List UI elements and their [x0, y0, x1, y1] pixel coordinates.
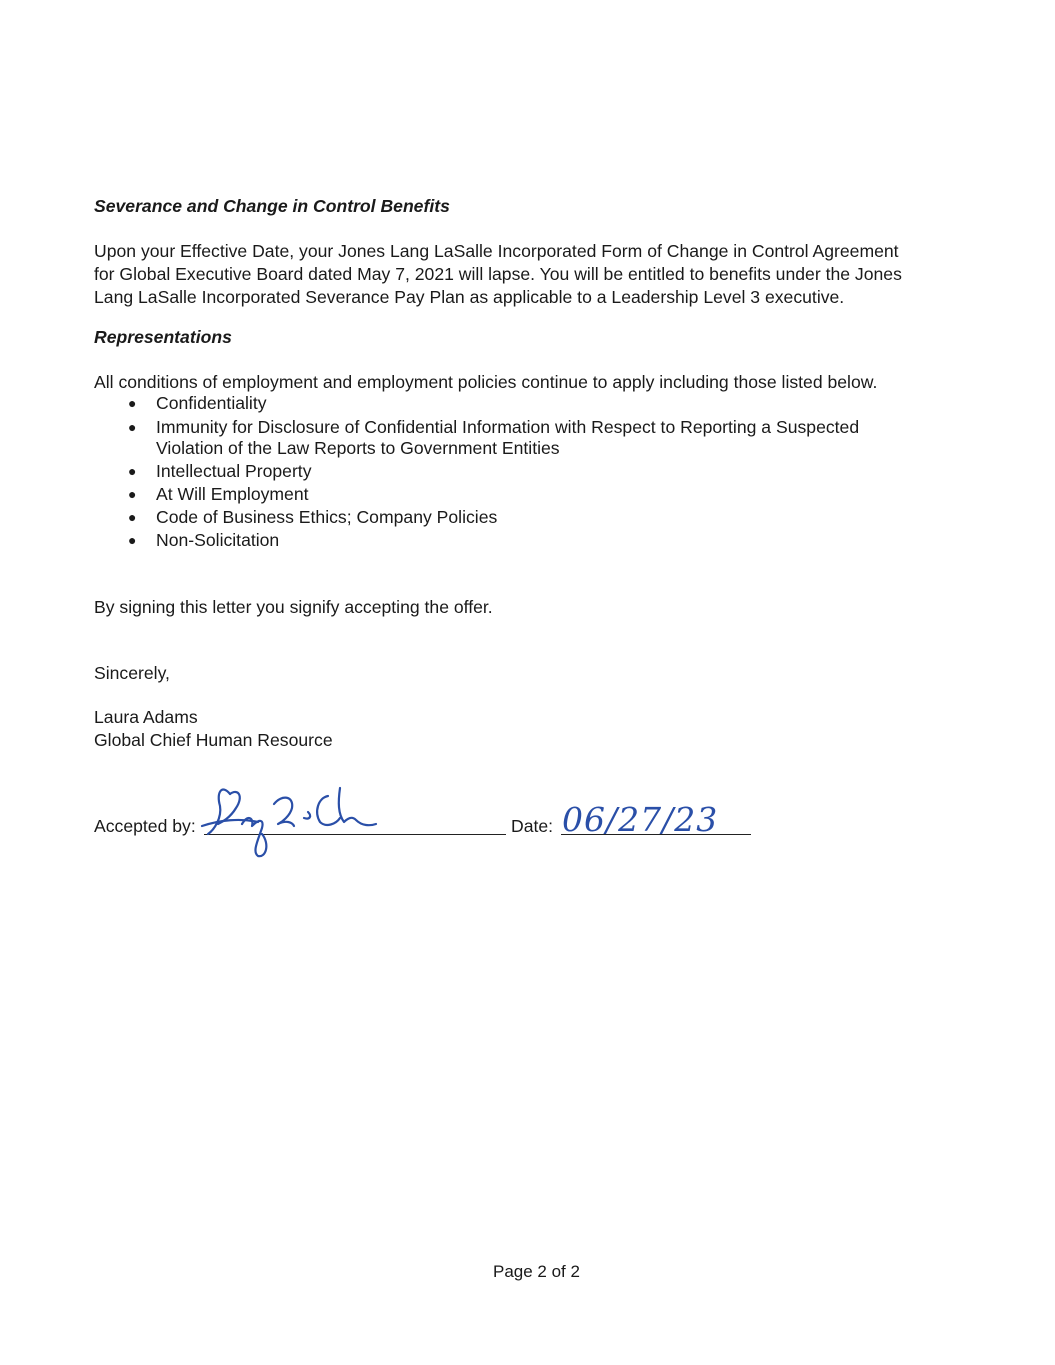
accepted-by-label: Accepted by:	[94, 816, 196, 836]
severance-paragraph-line-1: Upon your Effective Date, your Jones Lang LaSalle Incorporated Form of Change in Control Agreement	[94, 241, 899, 261]
salutation: Sincerely,	[94, 663, 170, 683]
list-item: ● At Will Employment	[128, 484, 309, 504]
bullet-icon: ●	[128, 419, 137, 435]
list-item: ● Code of Business Ethics; Company Policies	[128, 507, 498, 527]
representations-heading: Representations	[94, 327, 232, 347]
list-item: ● Confidentiality	[128, 393, 267, 413]
bullet-icon: ●	[128, 532, 137, 548]
representations-intro: All conditions of employment and employment policies continue to apply including those listed below.	[94, 372, 878, 392]
bullet-icon: ●	[128, 509, 137, 525]
signer-name: Laura Adams	[94, 707, 198, 727]
signing-note: By signing this letter you signify accepting the offer.	[94, 597, 493, 617]
signature-image	[200, 778, 380, 860]
severance-paragraph-line-3: Lang LaSalle Incorporated Severance Pay Plan as applicable to a Leadership Level 3 executive.	[94, 287, 845, 307]
list-item: ● Non-Solicitation	[128, 530, 280, 550]
list-item-continuation: Violation of the Law Reports to Government Entities	[156, 438, 560, 458]
page-number: Page 2 of 2	[493, 1262, 580, 1281]
representations-list	[128, 392, 859, 552]
signer-title: Global Chief Human Resource	[94, 730, 333, 750]
date-label: Date:	[511, 816, 554, 836]
bullet-icon: ●	[128, 486, 137, 502]
bullet-icon: ●	[128, 463, 137, 479]
list-item: ● Immunity for Disclosure of Confidential Information with Respect to Reporting a Suspected	[128, 417, 860, 437]
list-item: ● Intellectual Property	[128, 461, 312, 481]
bullet-icon: ●	[128, 395, 137, 411]
severance-paragraph-line-2: for Global Executive Board dated May 7, 2021 will lapse. You will be entitled to benefits under the Jones	[94, 264, 902, 284]
severance-heading: Severance and Change in Control Benefits	[94, 196, 450, 216]
date-value: 06/27/23	[562, 800, 719, 839]
